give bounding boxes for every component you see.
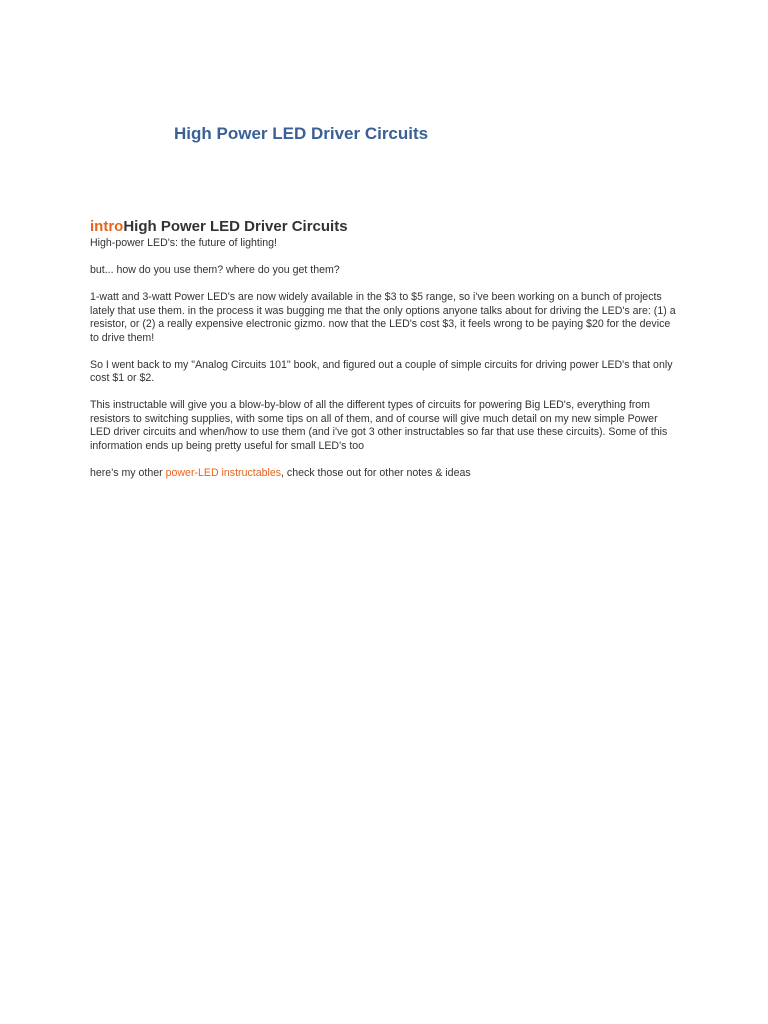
section-tag: intro — [90, 218, 124, 235]
paragraph-3: 1-watt and 3-watt Power LED's are now widely available in the $3 to $5 range, so i've been working on a bunch of projects lately that use them. in the process it was bugging me that the only options anyone talks about for driving the LED's are: (1) a resistor, or (2) a really expensive electronic gizmo. now that the LED's cost $3, it feels wrong to be paying $20 for the device to drive them! — [90, 291, 676, 344]
document-title: High Power LED Driver Circuits — [174, 124, 429, 143]
closing-paragraph — [90, 467, 680, 481]
closing-text-after: , check those out for other notes & ideas — [281, 466, 471, 479]
paragraph-2: but... how do you use them? where do you get them? — [90, 264, 340, 276]
paragraph-4: So I went back to my "Analog Circuits 101" book, and figured out a couple of simple circuits for driving power LED's that only cost $1 or $2. — [90, 358, 673, 384]
intro-section — [90, 217, 680, 494]
paragraph-5: This instructable will give you a blow-by-blow of all the different types of circuits for powering Big LED's, everything from resistors to switching supplies, with some tips on all of them, and of course will give much detail on my new simple Power LED driver circuits and when/how to use them (and i've got 3 other instructables so far that use these circuits). Some of this information ends up being pretty useful for small LED's too — [90, 399, 668, 452]
section-heading — [90, 217, 680, 237]
closing-text-before: here's my other — [90, 466, 166, 479]
section-heading-text: High Power LED Driver Circuits — [123, 218, 348, 235]
paragraph-1: High-power LED's: the future of lighting! — [90, 237, 277, 249]
power-led-instructables-link[interactable]: power-LED instructables — [165, 466, 282, 479]
